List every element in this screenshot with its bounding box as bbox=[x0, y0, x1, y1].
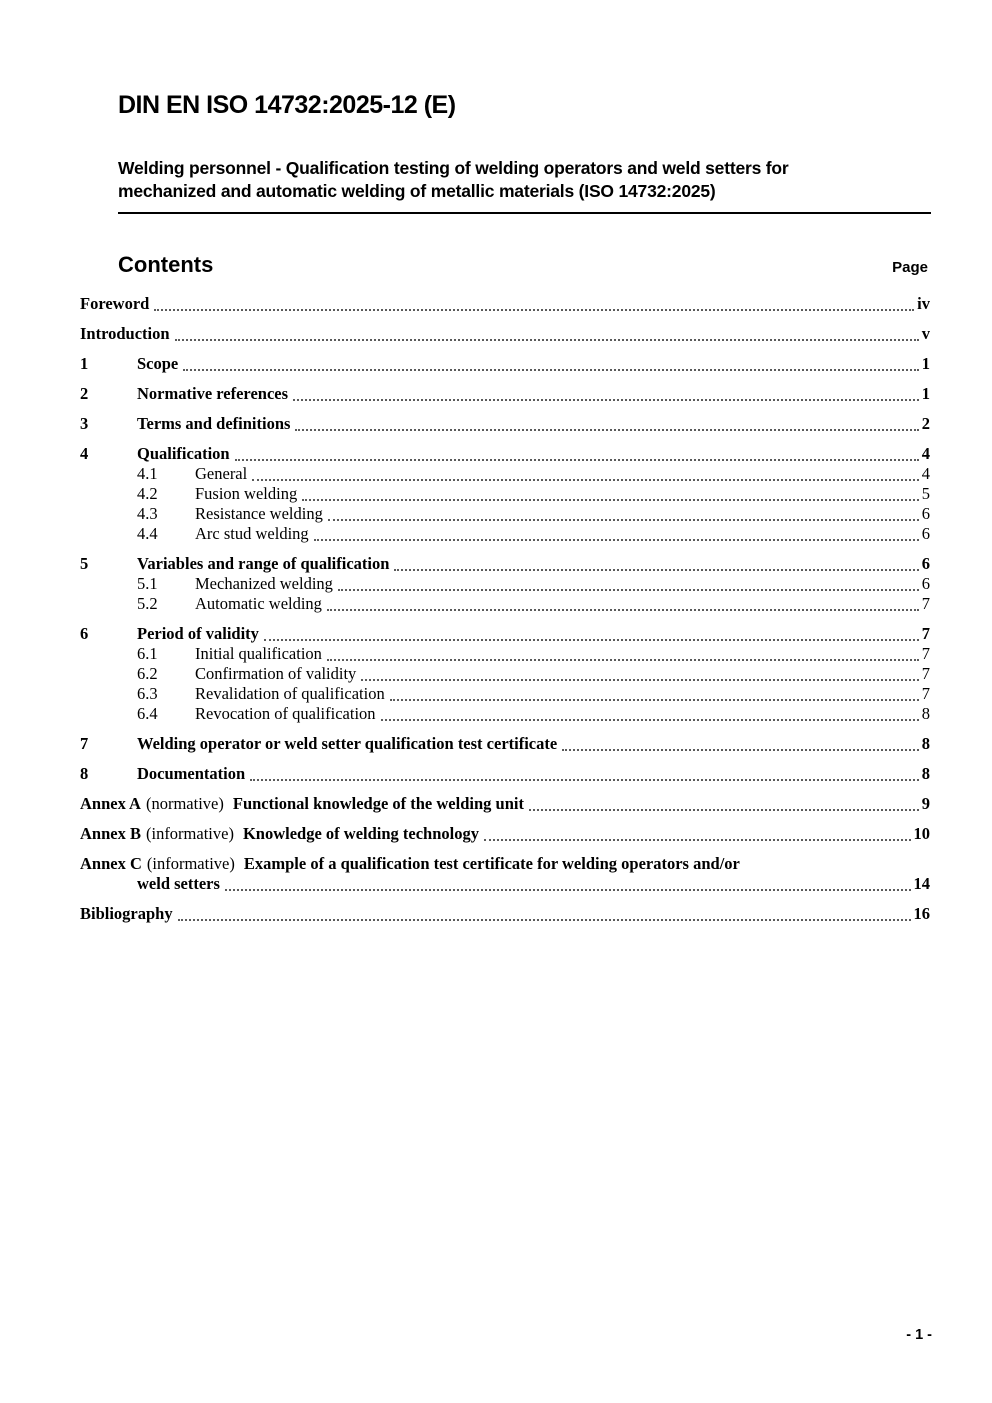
toc-page-number: 4 bbox=[921, 464, 930, 483]
toc-page-number: 14 bbox=[913, 874, 930, 893]
toc-entry-number: 6.3 bbox=[137, 684, 158, 703]
toc-entry-5-2-automatic-welding bbox=[80, 594, 930, 614]
leader-dots bbox=[381, 719, 919, 721]
toc-entry-label: Revalidation of qualification bbox=[195, 684, 385, 703]
toc-entry-label: Normative references bbox=[137, 384, 289, 403]
toc-page-number: 9 bbox=[921, 794, 930, 813]
toc-entry-7-qualification-test-certificate bbox=[80, 734, 930, 754]
leader-dots bbox=[264, 639, 919, 641]
toc-page-number: 8 bbox=[921, 704, 930, 723]
leader-dots bbox=[394, 569, 918, 571]
toc-entry-number: 8 bbox=[80, 764, 89, 783]
leader-dots bbox=[338, 589, 919, 591]
leader-dots bbox=[314, 539, 919, 541]
toc-page-number: 7 bbox=[921, 624, 930, 643]
toc-entry-label: Confirmation of validity bbox=[195, 664, 357, 683]
toc-page-number: 8 bbox=[921, 764, 930, 783]
toc-entry-label-continuation: weld setters bbox=[137, 874, 220, 893]
toc-entry-label: Example of a qualification test certificate for welding operators and/or bbox=[243, 854, 740, 873]
leader-dots bbox=[178, 919, 911, 921]
leader-dots bbox=[293, 399, 919, 401]
doc-code-title: DIN EN ISO 14732:2025-12 (E) bbox=[118, 91, 456, 119]
leader-dots bbox=[484, 839, 911, 841]
toc-page-number: 16 bbox=[913, 904, 930, 923]
leader-dots bbox=[390, 699, 919, 701]
toc-entry-label: Mechanized welding bbox=[195, 574, 333, 593]
toc-entry-number: 4.2 bbox=[137, 484, 158, 503]
toc-page-number: 7 bbox=[921, 594, 930, 613]
toc-annex-name: Annex A bbox=[80, 794, 141, 813]
toc-entry-number: 1 bbox=[80, 354, 89, 373]
table-of-contents bbox=[80, 294, 930, 924]
toc-entry-number: 6.4 bbox=[137, 704, 158, 723]
leader-dots bbox=[183, 369, 919, 371]
leader-dots bbox=[361, 679, 918, 681]
toc-entry-label: Period of validity bbox=[137, 624, 259, 643]
toc-entry-label: Welding operator or weld setter qualification test certificate bbox=[137, 734, 558, 753]
toc-page-number: iv bbox=[917, 294, 930, 313]
toc-annex-name: Annex B bbox=[80, 824, 141, 843]
leader-dots bbox=[295, 429, 918, 431]
toc-entry-6-period-of-validity bbox=[80, 624, 930, 644]
toc-entry-8-documentation bbox=[80, 764, 930, 784]
toc-entry-number: 3 bbox=[80, 414, 89, 433]
toc-entry-number: 2 bbox=[80, 384, 89, 403]
toc-entry-number: 4.4 bbox=[137, 524, 158, 543]
leader-dots bbox=[327, 609, 919, 611]
contents-heading-row bbox=[118, 252, 928, 278]
leader-dots bbox=[154, 309, 914, 311]
toc-entry-4-1-general bbox=[80, 464, 930, 484]
toc-entry-number: 4.1 bbox=[137, 464, 158, 483]
toc-page-number: 6 bbox=[921, 504, 930, 523]
contents-heading: Contents bbox=[118, 252, 214, 277]
toc-entry-3-terms-and-definitions bbox=[80, 414, 930, 434]
leader-dots bbox=[328, 519, 919, 521]
toc-entry-2-normative-references bbox=[80, 384, 930, 404]
document-header bbox=[118, 0, 931, 214]
toc-page-number: 1 bbox=[921, 354, 930, 373]
leader-dots bbox=[327, 659, 919, 661]
toc-page-number: 8 bbox=[921, 734, 930, 753]
toc-annex-name: Annex C bbox=[80, 854, 142, 873]
leader-dots bbox=[175, 339, 919, 341]
toc-page-number: 6 bbox=[921, 524, 930, 543]
leader-dots bbox=[250, 779, 919, 781]
toc-entry-6-2-confirmation-of-validity bbox=[80, 664, 930, 684]
toc-entry-label: Documentation bbox=[137, 764, 246, 783]
toc-entry-number: 5.2 bbox=[137, 594, 158, 613]
toc-page-number: 7 bbox=[921, 664, 930, 683]
page-column-label: Page bbox=[892, 259, 928, 276]
leader-dots bbox=[225, 889, 911, 891]
toc-page-number: v bbox=[921, 324, 930, 343]
doc-subtitle-line2: mechanized and automatic welding of metallic materials (ISO 14732:2025) bbox=[118, 181, 716, 201]
toc-entry-label: Foreword bbox=[80, 294, 150, 313]
toc-entry-label: Introduction bbox=[80, 324, 170, 343]
toc-entry-label: Knowledge of welding technology bbox=[242, 824, 479, 843]
toc-entry-6-3-revalidation-of-qualification bbox=[80, 684, 930, 704]
toc-entry-annex-c-line1 bbox=[80, 854, 930, 874]
toc-entry-label: Bibliography bbox=[80, 904, 173, 923]
toc-entry-label: Resistance welding bbox=[195, 504, 323, 523]
toc-entry-4-4-arc-stud-welding bbox=[80, 524, 930, 544]
toc-entry-label: Variables and range of qualification bbox=[137, 554, 390, 573]
toc-page-number: 2 bbox=[921, 414, 930, 433]
toc-page-number: 10 bbox=[913, 824, 930, 843]
leader-dots bbox=[252, 479, 919, 481]
toc-entry-label: General bbox=[195, 464, 248, 483]
toc-entry-number: 6.1 bbox=[137, 644, 158, 663]
toc-entry-6-1-initial-qualification bbox=[80, 644, 930, 664]
footer-page-number: - 1 - bbox=[906, 1327, 932, 1343]
toc-annex-kind: (informative) bbox=[146, 854, 235, 873]
toc-entry-number: 6 bbox=[80, 624, 89, 643]
toc-entry-number: 7 bbox=[80, 734, 89, 753]
toc-entry-1-scope bbox=[80, 354, 930, 374]
leader-dots bbox=[235, 459, 919, 461]
toc-entry-label: Automatic welding bbox=[195, 594, 322, 613]
toc-entry-label: Functional knowledge of the welding unit bbox=[232, 794, 524, 813]
toc-entry-number: 4 bbox=[80, 444, 89, 463]
toc-annex-kind: (informative) bbox=[145, 824, 234, 843]
toc-entry-6-4-revocation-of-qualification bbox=[80, 704, 930, 724]
toc-entry-4-2-fusion-welding bbox=[80, 484, 930, 504]
toc-entry-4-qualification bbox=[80, 444, 930, 464]
toc-page-number: 6 bbox=[921, 574, 930, 593]
toc-entry-label: Scope bbox=[137, 354, 179, 373]
toc-entry-label: Arc stud welding bbox=[195, 524, 309, 543]
toc-entry-label: Initial qualification bbox=[195, 644, 322, 663]
toc-entry-5-variables-and-range bbox=[80, 554, 930, 574]
toc-entry-5-1-mechanized-welding bbox=[80, 574, 930, 594]
toc-entry-annex-a bbox=[80, 794, 930, 814]
toc-entry-label: Revocation of qualification bbox=[195, 704, 376, 723]
toc-entry-number: 5.1 bbox=[137, 574, 158, 593]
toc-page-number: 7 bbox=[921, 644, 930, 663]
toc-entry-number: 5 bbox=[80, 554, 89, 573]
toc-page-number: 4 bbox=[921, 444, 930, 463]
toc-page-number: 6 bbox=[921, 554, 930, 573]
toc-entry-bibliography bbox=[80, 904, 930, 924]
toc-entry-introduction bbox=[80, 324, 930, 344]
toc-entry-4-3-resistance-welding bbox=[80, 504, 930, 524]
toc-entry-number: 4.3 bbox=[137, 504, 158, 523]
leader-dots bbox=[562, 749, 919, 751]
leader-dots bbox=[302, 499, 919, 501]
toc-entry-annex-c-line2 bbox=[80, 874, 930, 894]
toc-entry-label: Fusion welding bbox=[195, 484, 298, 503]
doc-subtitle-line1: Welding personnel - Qualification testing of welding operators and weld setters for bbox=[118, 158, 789, 178]
toc-annex-kind: (normative) bbox=[145, 794, 224, 813]
toc-entry-label: Terms and definitions bbox=[137, 414, 291, 433]
toc-page-number: 5 bbox=[921, 484, 930, 503]
toc-entry-foreword bbox=[80, 294, 930, 314]
toc-entry-number: 6.2 bbox=[137, 664, 158, 683]
leader-dots bbox=[529, 809, 919, 811]
toc-entry-annex-b bbox=[80, 824, 930, 844]
toc-entry-label: Qualification bbox=[137, 444, 230, 463]
doc-subtitle bbox=[118, 157, 931, 214]
toc-page-number: 7 bbox=[921, 684, 930, 703]
toc-page-number: 1 bbox=[921, 384, 930, 403]
